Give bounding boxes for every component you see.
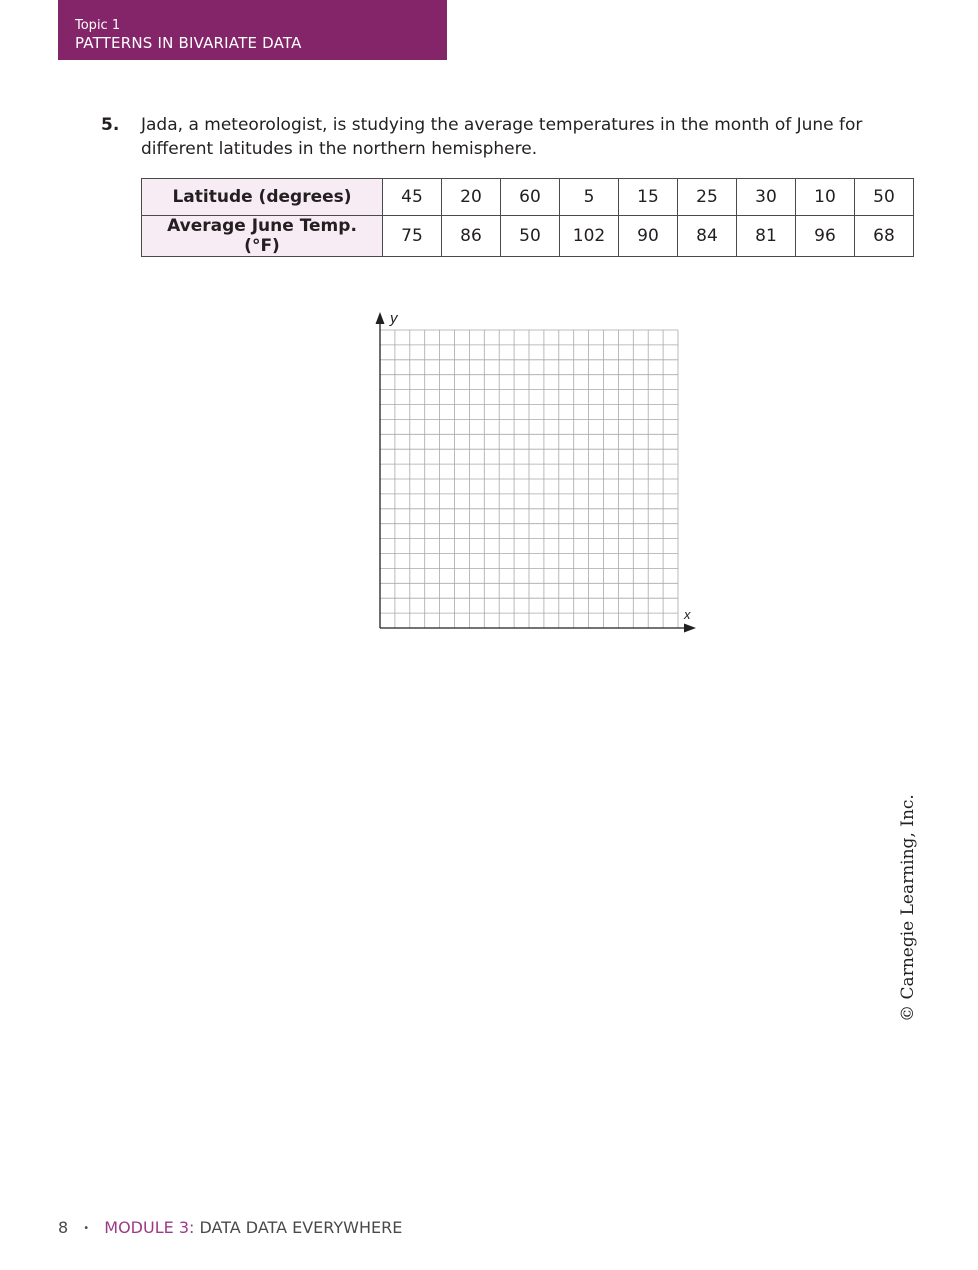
module-label: MODULE 3: (104, 1218, 195, 1237)
table-cell: 30 (737, 179, 796, 216)
x-axis-arrow-icon (684, 624, 696, 633)
table-cell: 5 (560, 179, 619, 216)
table-cell: 68 (855, 216, 914, 257)
table-cell: 50 (501, 216, 560, 257)
topic-banner (58, 0, 447, 60)
row-header-latitude: Latitude (degrees) (142, 179, 383, 216)
grid-lines (380, 330, 678, 628)
page-number: 8 (58, 1218, 69, 1237)
blank-graph-grid[interactable] (370, 308, 700, 638)
question-text: Jada, a meteorologist, is studying the average temperatures in the month of June for different latitudes in the northern hemisphere. (141, 115, 863, 159)
table-row-latitude (142, 179, 914, 216)
table-cell: 86 (442, 216, 501, 257)
module-title: DATA DATA EVERYWHERE (199, 1218, 403, 1237)
table-cell: 45 (383, 179, 442, 216)
data-table (141, 178, 914, 257)
table-cell: 75 (383, 216, 442, 257)
row-header-temperature: Average June Temp. (°F) (142, 216, 383, 257)
table-cell: 15 (619, 179, 678, 216)
topic-title: PATTERNS IN BIVARIATE DATA (75, 34, 302, 52)
page-footer (58, 1217, 402, 1240)
footer-separator: • (83, 1223, 90, 1234)
y-axis-arrow-icon (376, 312, 385, 324)
copyright-notice: © Carnegie Learning, Inc. (898, 794, 918, 1022)
table-cell: 50 (855, 179, 914, 216)
table-cell: 81 (737, 216, 796, 257)
question-number: 5. (101, 115, 120, 135)
table-cell: 96 (796, 216, 855, 257)
x-axis-label: x (684, 607, 691, 622)
table-cell: 10 (796, 179, 855, 216)
table-row-temperature (142, 216, 914, 257)
table-cell: 20 (442, 179, 501, 216)
y-axis-label: y (390, 310, 398, 327)
table-cell: 102 (560, 216, 619, 257)
table-cell: 90 (619, 216, 678, 257)
topic-label: Topic 1 (75, 18, 121, 33)
table-cell: 84 (678, 216, 737, 257)
table-cell: 25 (678, 179, 737, 216)
table-cell: 60 (501, 179, 560, 216)
